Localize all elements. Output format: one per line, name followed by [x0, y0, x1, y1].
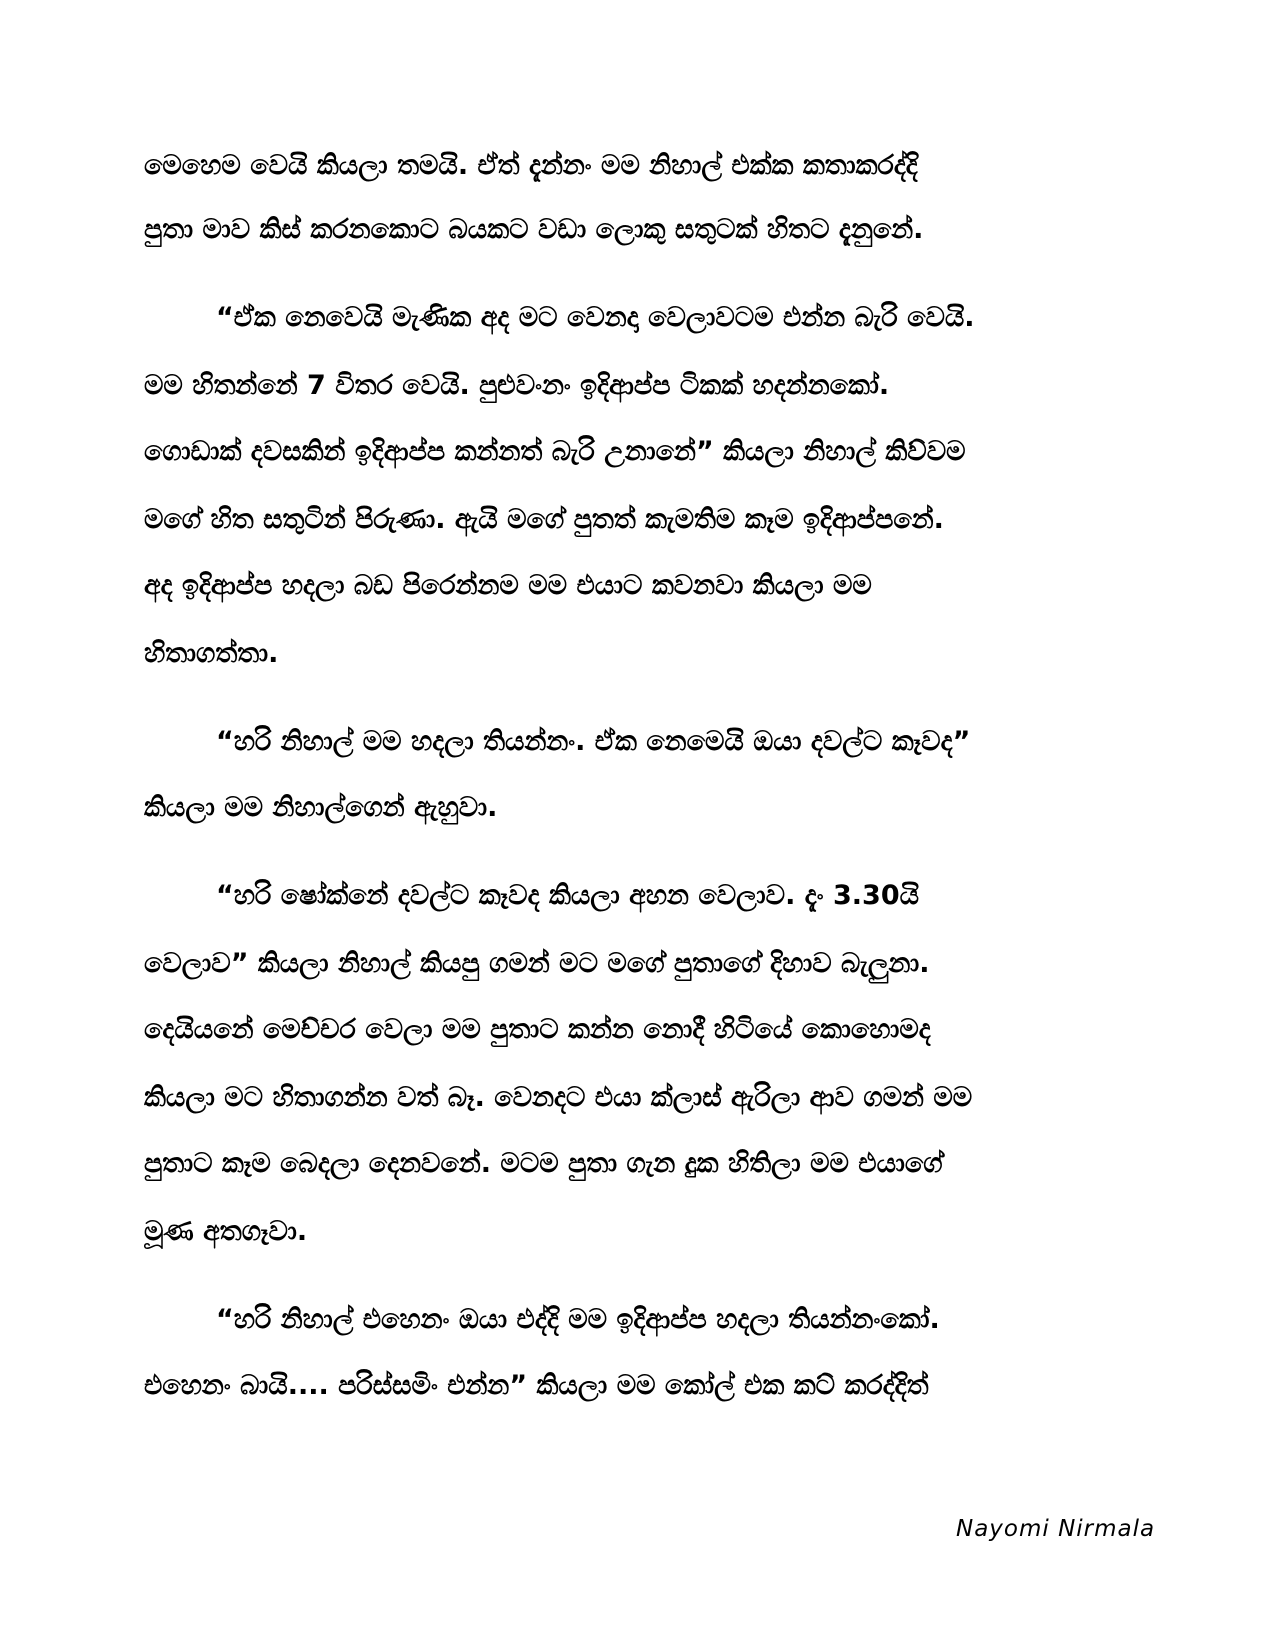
text-line: “හරි ෂෝක්නේ දවල්ට කෑවද කියලා අහන වෙලාව. දැං 3.30යි	[216, 880, 920, 911]
text-line: ගොඩාක් දවසකින් ඉදිආප්ප කන්නත් බැරි උනානේ” කියලා නිහාල් කිව්වම	[144, 436, 966, 467]
text-line: “හරි නිහාල් මම හදලා තියන්නං. ඒක නෙමෙයි ඔයා දවල්ට කෑවද”	[216, 726, 971, 757]
text-line: මෙහෙම වෙයි කියලා තමයි. ඒත් දැන්නං මම නිහාල් එක්ක කතාකරද්දි	[144, 150, 918, 181]
text-line: පුතාට කෑම බෙදලා දෙනවනේ. මටම පුතා ගැන දුක හිතිලා මම එයාගේ	[144, 1148, 943, 1179]
text-line: හිතාගත්තා.	[144, 638, 279, 669]
text-line: එහෙනං බායි.... පරිස්සමිං එන්න” කියලා මම කෝල් එක කට් කරද්දිත්	[144, 1370, 929, 1401]
author-signature: Nayomi Nirmala	[956, 1516, 1156, 1542]
text-line: වෙලාව” කියලා නිහාල් කියපු ගමන් මට මගේ පුතාගේ දිහාව බැලුනා.	[144, 948, 930, 979]
text-line: කියලා මම නිහාල්ගෙන් ඇහුවා.	[144, 792, 498, 823]
text-line: මම හිතන්නේ 7 විතර වෙයි. පුළුවංනං ඉදිආප්ප ටිකක් හදන්නකෝ.	[144, 370, 890, 401]
text-line: කියලා මට හිතාගන්න වත් බෑ. වෙනදට එයා ක්ලාස් ඇරිලා ආව ගමන් මම	[144, 1082, 973, 1113]
text-line: මූණ අතගෑවා.	[144, 1216, 308, 1247]
text-line: මගේ හිත සතුටින් පිරුණා. ඇයි මගේ පුතත් කැමතිම කෑම ඉදිආප්පනේ.	[144, 504, 944, 535]
text-line: අද ඉදිආප්ප හදලා බඩ පිරෙන්නම මම එයාට කවනවා කියලා මම	[144, 570, 872, 601]
text-line: “හරි නිහාල් එහෙනං ඔයා එද්දි මම ඉදිආප්ප හදලා තියන්නංකෝ.	[216, 1304, 940, 1335]
text-line: දෙයියනේ මෙච්චර වෙලා මම පුතාට කන්න නොදී හිටියේ කොහොමද	[144, 1014, 931, 1045]
text-line: පුතා මාව කිස් කරනකොට බයකට වඩා ලොකු සතුටක් හිතට දැනුනේ.	[144, 214, 924, 245]
text-line: “ඒක නෙවෙයි මැණික අද මට වෙනදා වෙලාවටම එන්න බැරි වෙයි.	[216, 302, 975, 333]
